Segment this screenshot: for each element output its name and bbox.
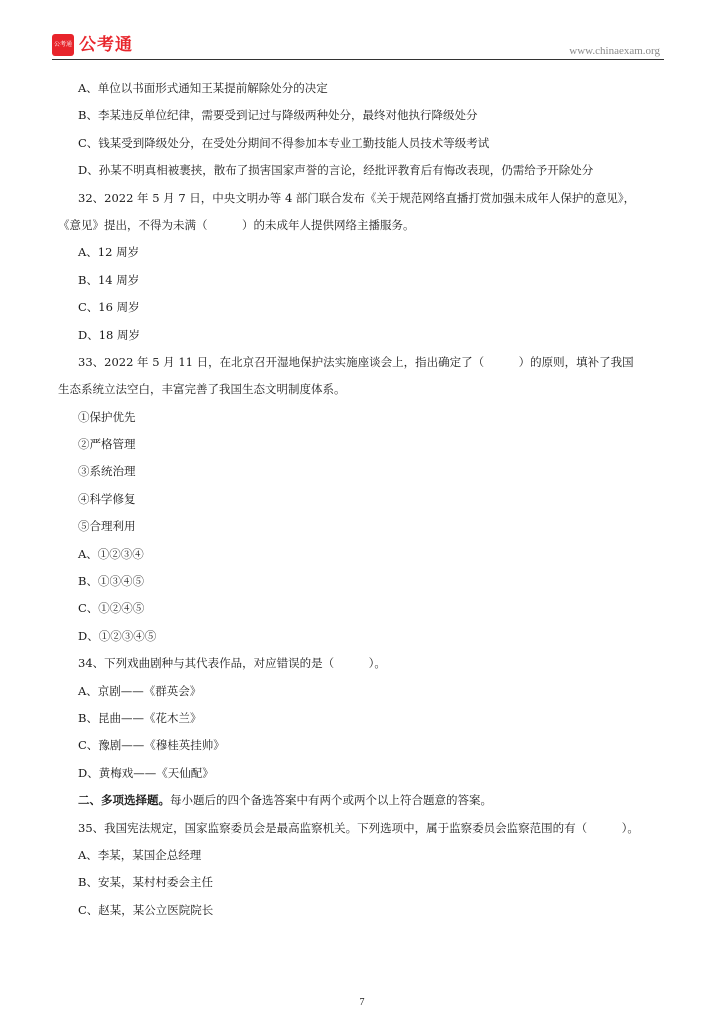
text-line: ①保护优先 [78, 409, 136, 424]
section-heading: 二、多项选择题。 [78, 793, 170, 808]
text-line: D、18 周岁 [78, 327, 141, 342]
text-line [78, 791, 672, 818]
text-line: C、赵某，某公立医院院长 [78, 902, 214, 917]
text-line: B、昆曲——《花木兰》 [78, 710, 202, 725]
question-line: 32、2022 年 5 月 7 日，中央文明办等 4 部门联合发布《关于规范网络直播打赏加强未成年人保护的意见》， [78, 190, 636, 205]
text-line: B、14 周岁 [78, 272, 140, 287]
page-header [0, 0, 724, 62]
logo-text: 公考通 [79, 35, 133, 55]
text-line: A、12 周岁 [78, 245, 140, 260]
text-line: ③系统治理 [78, 464, 136, 479]
section-instruction: 每小题后的四个备选答案中有两个或两个以上符合题意的答案。 [170, 793, 492, 808]
text-line: C、豫剧——《穆桂英挂帅》 [78, 738, 225, 753]
text-line: ②严格管理 [78, 437, 136, 452]
document-body [58, 79, 672, 928]
text-line: A、李某，某国企总经理 [78, 847, 202, 862]
text-line: D、孙某不明真相被裹挟，散布了损害国家声誉的言论，经批评教育后有悔改表现，仍需给予开除处分 [78, 163, 594, 178]
text-line: A、单位以书面形式通知王某提前解除处分的决定 [78, 81, 328, 95]
header-divider [52, 59, 664, 60]
text-line: C、①②④⑤ [78, 601, 145, 616]
text-line: C、钱某受到降级处分，在受处分期间不得参加本专业工勤技能人员技术等级考试 [78, 135, 490, 150]
text-line: D、①②③④⑤ [78, 628, 157, 643]
logo-icon: 公考通 [52, 34, 74, 56]
text-line: C、16 周岁 [78, 300, 140, 315]
text-line: B、①③④⑤ [78, 574, 144, 589]
page-number: 7 [359, 997, 365, 1008]
text-line: 35、我国宪法规定，国家监察委员会是最高监察机关。下列选项中，属于监察委员会监察范围的有（ ）。 [78, 820, 639, 835]
text-line: B、安某，某村村委会主任 [78, 875, 213, 890]
question-line-continued: 《意见》提出，不得为未满（ ）的未成年人提供网络主播服务。 [58, 217, 415, 232]
text-line: ⑤合理利用 [78, 519, 136, 534]
text-line: ④科学修复 [78, 491, 136, 506]
site-url: www.chinaexam.org [569, 45, 660, 57]
text-line: A、京剧——《群英会》 [78, 683, 202, 698]
text-line: 34、下列戏曲剧种与其代表作品，对应错误的是（ ）。 [78, 656, 386, 671]
text-line: A、①②③④ [78, 546, 144, 561]
question-line-continued: 生态系统立法空白，丰富完善了我国生态文明制度体系。 [58, 382, 346, 397]
text-line: B、李某违反单位纪律，需要受到记过与降级两种处分，最终对他执行降级处分 [78, 108, 478, 123]
question-line: 33、2022 年 5 月 11 日，在北京召开湿地保护法实施座谈会上，指出确定了（ ）的原则，填补了我国 [78, 354, 634, 369]
text-line: D、黄梅戏——《天仙配》 [78, 765, 214, 780]
